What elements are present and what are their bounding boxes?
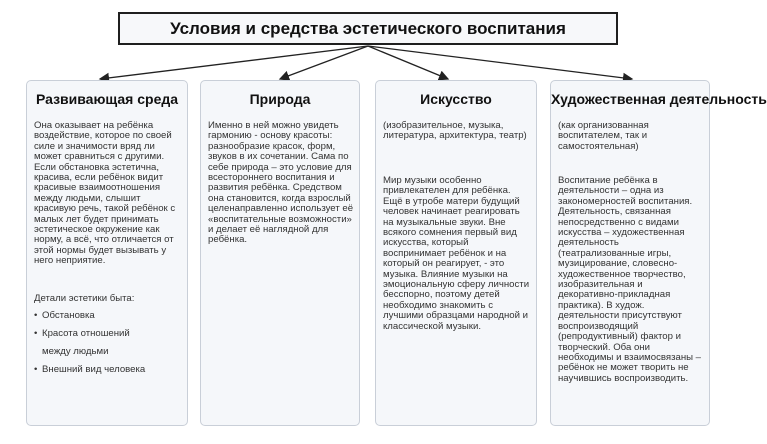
details-title: Детали эстетики быта: [34,293,135,304]
list-item: • Внешний вид человека [34,361,145,379]
arrow-to-razvivayushchaya-sreda [100,46,368,79]
column-text: Она оказывает на ребёнка воздействие, которое по своей силе и значимости вряд ли может сравниться с другими. Если обстановка эстетична, красива, если ребёнок видит красивые взаимоотношения между людьми, слышит красивую речь, такой ребёнок с малых лет будет принимать эстетическое окружение как норму, а всё, что отличается от этой нормы будет вызывать у него неприятие. [34,120,176,267]
arrow-to-priroda [280,46,368,79]
column-iskusstvo [375,80,537,426]
list-item: • Красота отношений [34,325,145,343]
list-item: • Обстановка [34,307,145,325]
column-razvivayushchaya-sreda [26,80,188,426]
column-title: Искусство [420,91,492,107]
list-item-continuation: между людьми [42,346,109,357]
column-text: Мир музыки особенно привлекателен для ребёнка. Ещё в утробе матери будущий человек начинает реагировать на музыкальные звуки. Вне всякого сомнения первый вид искусства, который воспринимает ребёнок и на который он реагирует, - это музыка. Влияние музыки на эмоциональную сферу личности бесспорно, поэтому детей необходимо знакомить с лучшими образцами народной и классической музыки. [383,175,530,332]
column-title: Художественная деятельность [551,91,767,107]
column-title: Природа [249,91,311,107]
column-subtitle: (изобразительное, музыка, литература, архитектура, театр) [383,120,527,142]
column-subtitle: (как организованная воспитателем, так и самостоятельная) [558,120,649,152]
column-title: Развивающая среда [35,91,179,107]
column-text: Именно в ней можно увидеть гармонию - основу красоты: разнообразие красок, форм, звуков в их сочетании. Сама по себе природа – это условие для всестороннего воспитания и развития ребёнка. Средством она становится, когда взрослый целенаправленно использует её «воспитательные возможности» и делает её наглядной для ребёнка. [208,120,354,246]
diagram-title: Условия и средства эстетического воспитания [118,12,618,45]
column-text: Воспитание ребёнка в деятельности – одна из закономерностей воспитания. Деятельность, связанная непосредственно с видами искусства – художественная деятельность (театрализованные игры, музицирование, словесно-художественное творчество, изобразительная и декоративно-прикладная практика). В худож. деятельности присутствуют воспроизводящий (репродуктивный) фактор и творческий. Оба они необходимы и взаимосвязаны – ребёнок не может творить не научившись воспроизводить. [558,175,702,384]
details-list [34,307,145,379]
column-khudozhestvennaya-deyatelnost [550,80,767,426]
arrow-to-khudozhestvennaya-deyatelnost [368,46,632,79]
arrow-to-iskusstvo [368,46,448,79]
column-priroda [200,80,360,426]
